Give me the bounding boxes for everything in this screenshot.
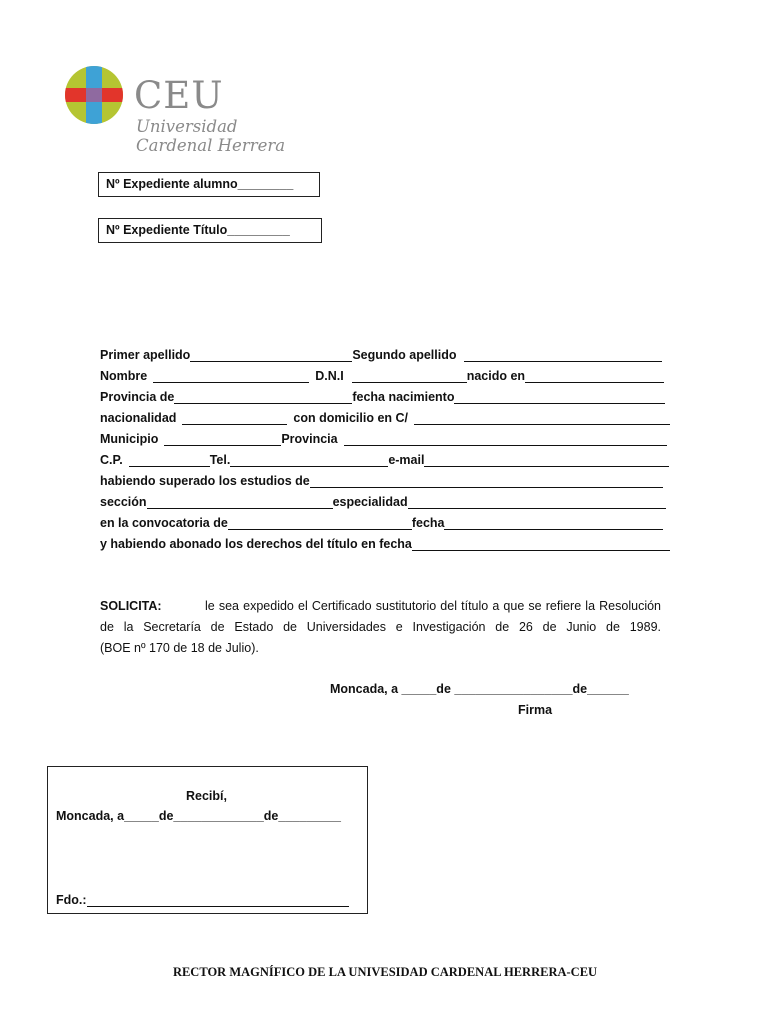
segundo-apellido-label: Segundo apellido (352, 348, 457, 362)
solicita-line2: de la Secretaría de Estado de Universidades e Investigación de 26 de Junio de 1989. (100, 620, 661, 634)
estudios-label: habiendo superado los estudios de (100, 474, 310, 488)
estudios-field[interactable] (310, 476, 663, 488)
row-estudios (100, 473, 670, 488)
tel-label: Tel. (209, 453, 231, 467)
domicilio-field[interactable] (414, 413, 670, 425)
cp-label: C.P. (100, 453, 123, 467)
nacido-en-field[interactable] (525, 371, 664, 383)
email-label: e-mail (388, 453, 425, 467)
solicita-label: SOLICITA: (100, 599, 162, 613)
nombre-field[interactable] (153, 371, 309, 383)
convocatoria-field[interactable] (228, 518, 412, 530)
segundo-apellido-field[interactable] (464, 350, 662, 362)
nacionalidad-field[interactable] (182, 413, 287, 425)
especialidad-label: especialidad (332, 495, 408, 509)
signature-date-line[interactable]: Moncada, a _____de _________________de______ (330, 682, 629, 696)
row-convocatoria (100, 515, 670, 530)
primer-apellido-label: Primer apellido (100, 348, 191, 362)
ceu-logo-icon (64, 66, 124, 124)
university-name-line1: Universidad (136, 117, 238, 136)
email-field[interactable] (424, 455, 669, 467)
convocatoria-label: en la convocatoria de (100, 516, 228, 530)
municipio-label: Municipio (100, 432, 159, 446)
row-derechos (100, 536, 670, 551)
logo-text: CEU (134, 74, 224, 117)
fecha-nacimiento-label: fecha nacimiento (352, 390, 455, 404)
derechos-label: y habiendo abonado los derechos del título en fecha (100, 537, 412, 551)
expediente-alumno-label: Nº Expediente alumno________ (106, 177, 294, 191)
derechos-fecha-field[interactable] (412, 539, 670, 551)
nombre-label: Nombre (100, 369, 148, 383)
solicita-line3: (BOE nº 170 de 18 de Julio). (100, 641, 259, 655)
expediente-titulo-box (98, 218, 322, 243)
nacionalidad-label: nacionalidad (100, 411, 177, 425)
dni-label: D.N.I (315, 369, 344, 383)
fecha-field[interactable] (444, 518, 663, 530)
university-name-line2: Cardenal Herrera (136, 136, 286, 155)
row-provincia-fecha (100, 389, 670, 404)
fdo-label: Fdo.: (56, 893, 87, 907)
firma-label: Firma (518, 703, 553, 717)
con-domicilio-label: con domicilio en C/ (293, 411, 408, 425)
cp-field[interactable] (129, 455, 210, 467)
row-nacionalidad (100, 410, 670, 425)
provincia-de-label: Provincia de (100, 390, 175, 404)
fecha-label: fecha (411, 516, 445, 530)
seccion-field[interactable] (147, 497, 333, 509)
expediente-alumno-box (98, 172, 320, 197)
especialidad-field[interactable] (408, 497, 666, 509)
nacido-en-label: nacido en (466, 369, 526, 383)
expediente-titulo-label: Nº Expediente Título_________ (106, 223, 290, 237)
footer-rector: RECTOR MAGNÍFICO DE LA UNIVESIDAD CARDENAL HERRERA-CEU (172, 965, 598, 979)
solicita-paragraph (100, 596, 661, 659)
row-municipio (100, 431, 670, 446)
provincia-label: Provincia (281, 432, 338, 446)
row-apellidos (100, 347, 670, 362)
row-seccion (100, 494, 670, 509)
seccion-label: sección (100, 495, 147, 509)
row-contacto (100, 452, 670, 467)
fdo-row (56, 893, 349, 907)
municipio-field[interactable] (164, 434, 281, 446)
provincia-de-field[interactable] (174, 392, 352, 404)
primer-apellido-field[interactable] (190, 350, 352, 362)
dni-field[interactable] (352, 371, 467, 383)
recibi-label: Recibí, (186, 789, 227, 803)
fdo-field[interactable] (87, 895, 349, 907)
tel-field[interactable] (230, 455, 388, 467)
provincia-field[interactable] (344, 434, 667, 446)
solicita-line1: le sea expedido el Certificado sustitutorio del título a que se refiere la Resolución (205, 599, 661, 613)
row-nombre (100, 368, 670, 383)
receipt-box (47, 766, 368, 914)
receipt-date-line[interactable]: Moncada, a_____de_____________de_________ (56, 809, 341, 823)
fecha-nacimiento-field[interactable] (454, 392, 665, 404)
